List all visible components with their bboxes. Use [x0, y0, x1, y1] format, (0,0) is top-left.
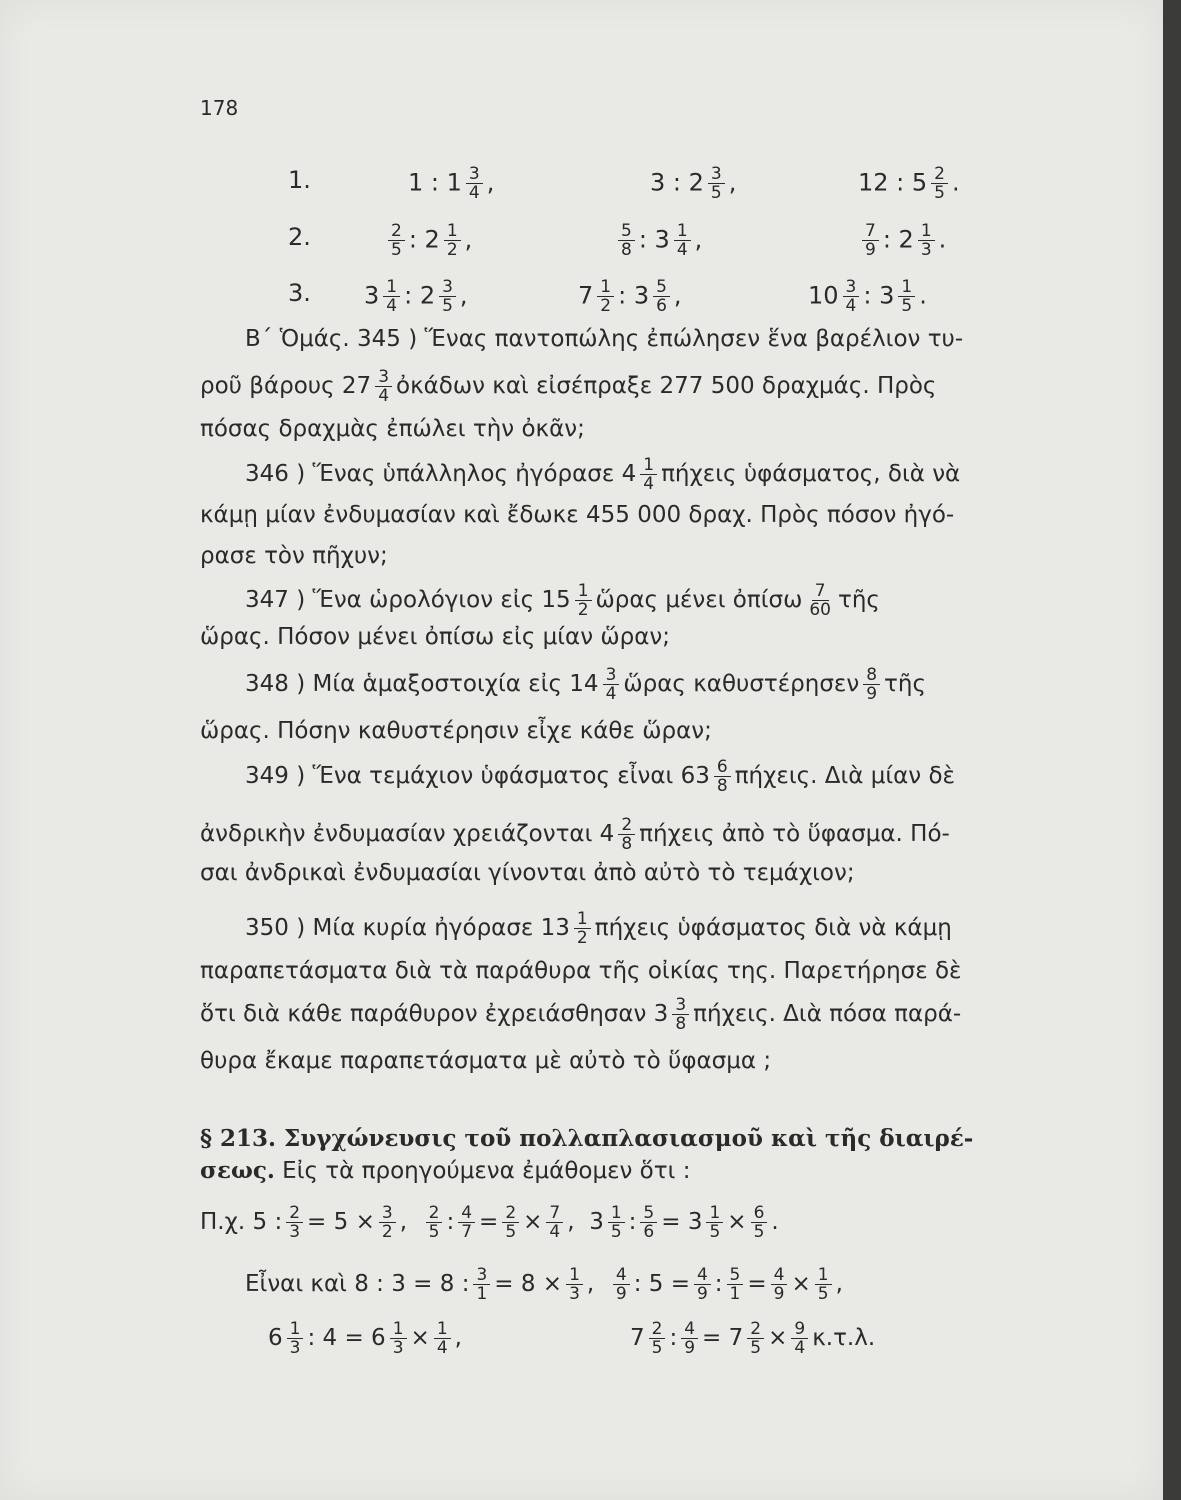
text-line: 347 ) Ἕνα ὡρολόγιον εἰς 15 $\frac{1}{2}$ ὥρας μένει ὀπίσω $\frac{7}{60}$ τῆς [245, 581, 880, 620]
text-line: πόσας δραχμὰς ἐπώλει τὴν ὀκᾶν; [200, 416, 585, 442]
row-label: 2. [288, 223, 311, 251]
expression: 1 : 1 $\frac{3}{4}$ , [408, 164, 495, 203]
formula-line-2: Εἶναι καὶ 8 : 3 = 8 : $\frac{3}{1}$ = 8 × $\frac{1}{3}$ , $\frac{4}{9}$ : 5 = $\frac{4}{9}$ : $\frac{5}{1}$ = $\frac{4}{9}$ × $\frac{1}{5}$ , [245, 1265, 843, 1304]
expression: 7 $\frac{1}{2}$ : 3 $\frac{5}{6}$ , [578, 277, 682, 316]
page-edge-shadow [1163, 0, 1181, 1500]
text-line: ὥρας. Πόσην καθυστέρησιν εἶχε κάθε ὥραν; [200, 718, 712, 744]
expression: 10 $\frac{3}{4}$ : 3 $\frac{1}{5}$ . [808, 277, 927, 316]
text-line: ὅτι διὰ κάθε παράθυρον ἐχρειάσθησαν 3 $\frac{3}{8}$ πήχεις. Διὰ πόσα παρά- [200, 995, 962, 1034]
text-line: 350 ) Μία κυρία ἠγόρασε 13 $\frac{1}{2}$ πήχεις ὑφάσματος διὰ νὰ κάμῃ [245, 909, 952, 948]
section-intro: σεως. Εἰς τὰ προηγούμενα ἐμάθομεν ὅτι : [200, 1157, 691, 1184]
text-line: ρασε τὸν πῆχυν; [200, 543, 388, 569]
text-line: 346 ) Ἕνας ὑπάλληλος ἠγόρασε 4 $\frac{1}{4}$ πήχεις ὑφάσματος, διὰ νὰ [245, 455, 961, 494]
page-number: 178 [200, 96, 239, 120]
text-line: θυρα ἔκαμε παραπετάσματα μὲ αὐτὸ τὸ ὕφασμα ; [200, 1048, 772, 1074]
expression: 3 $\frac{1}{4}$ : 2 $\frac{3}{5}$ , [364, 277, 468, 316]
text-line: ἀνδρικὴν ἐνδυμασίαν χρειάζονται 4 $\frac{2}{8}$ πήχεις ἀπὸ τὸ ὕφασμα. Πό- [200, 815, 950, 854]
row-label: 3. [288, 279, 311, 307]
text-line: 348 ) Μία ἁμαξοστοιχία εἰς 14 $\frac{3}{4}$ ὥρας καθυστέρησεν $\frac{8}{9}$ τῆς [245, 665, 926, 704]
expression: $\frac{7}{9}$ : 2 $\frac{1}{3}$ . [858, 222, 946, 259]
text-line: ροῦ βάρους 27 $\frac{3}{4}$ ὀκάδων καὶ εἰσέπραξε 277 500 δραχμάς. Πρὸς [200, 367, 937, 406]
row-label: 1. [288, 166, 311, 194]
formula-line-3b: 7 $\frac{2}{5}$ : $\frac{4}{9}$ = 7 $\frac{2}{5}$ × $\frac{9}{4}$ κ.τ.λ. [630, 1319, 876, 1358]
text-line: κάμῃ μίαν ἐνδυμασίαν καὶ ἔδωκε 455 000 δραχ. Πρὸς πόσον ἠγό- [200, 502, 955, 528]
text-line: σαι ἀνδρικαὶ ἐνδυμασίαι γίνονται ἀπὸ αὐτὸ τὸ τεμάχιον; [200, 860, 855, 886]
expression: $\frac{5}{8}$ : 3 $\frac{1}{4}$ , [614, 222, 702, 259]
expression: $\frac{2}{5}$ : 2 $\frac{1}{2}$ , [384, 222, 472, 259]
text-line: παραπετάσματα διὰ τὰ παράθυρα τῆς οἰκίας της. Παρετήρησε δὲ [200, 958, 962, 984]
expression: 12 : 5 $\frac{2}{5}$ . [858, 164, 960, 203]
text-line: ὥρας. Πόσον μένει ὀπίσω εἰς μίαν ὥραν; [200, 624, 670, 650]
text-line: Β΄ Ὁμάς. 345 ) Ἕνας παντοπώλης ἐπώλησεν ἕνα βαρέλιον τυ- [245, 326, 964, 352]
expression: 3 : 2 $\frac{3}{5}$ , [650, 164, 737, 203]
section-title: § 213. Συγχώνευσις τοῦ πολλαπλασιασμοῦ καὶ τῆς διαιρέ- [200, 1125, 974, 1152]
formula-line-1: Π.χ. 5 : $\frac{2}{3}$ = 5 × $\frac{3}{2}$ , $\frac{2}{5}$ : $\frac{4}{7}$ = $\frac{2}{5}$ × $\frac{7}{4}$ , 3 $\frac{1}{5}$ : $\frac{5}{6}$ = 3 $\frac{1}{5}$ × $\frac{6}{5}$ . [200, 1203, 779, 1242]
text-line: 349 ) Ἕνα τεμάχιον ὑφάσματος εἶναι 63 $\frac{6}{8}$ πήχεις. Διὰ μίαν δὲ [245, 757, 955, 796]
formula-line-3: 6 $\frac{1}{3}$ : 4 = 6 $\frac{1}{3}$ × $\frac{1}{4}$ , [268, 1319, 462, 1358]
